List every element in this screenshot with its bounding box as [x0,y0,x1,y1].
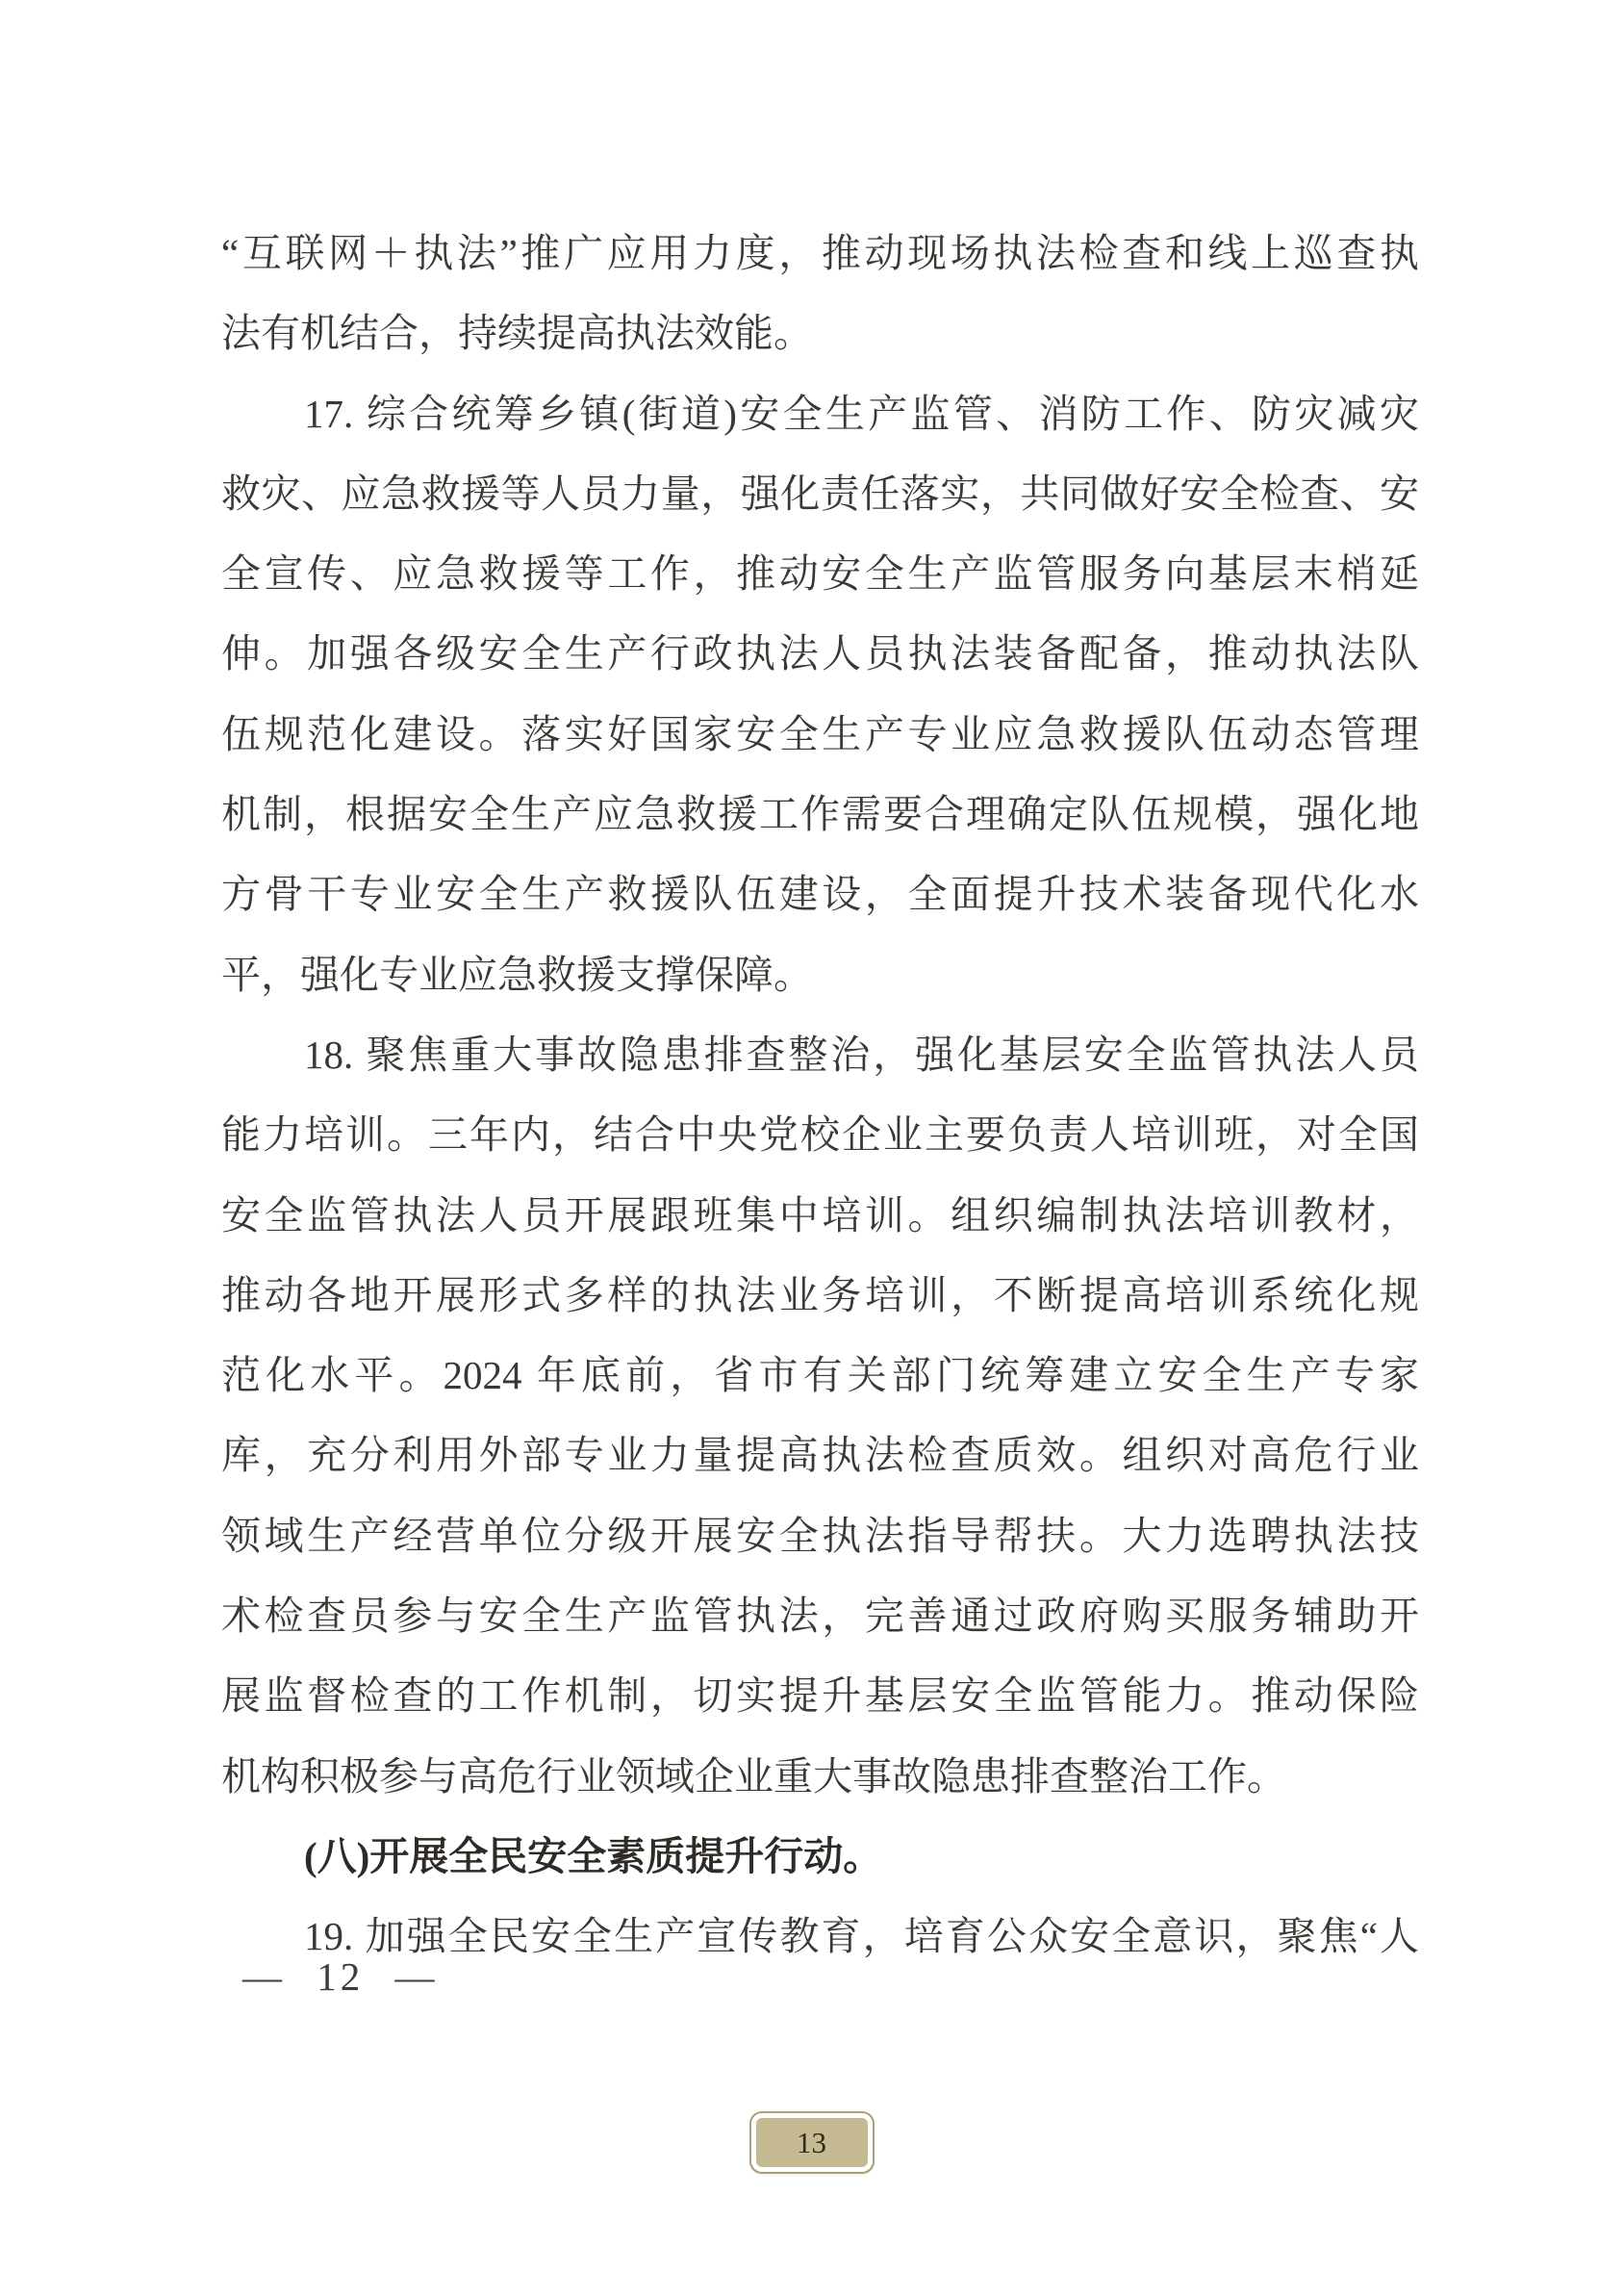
document-line: 展监督检查的工作机制，切实提升基层安全监管能力。推动保险 [221,1673,1419,1719]
document-line: 伸。加强各级安全生产行政执法人员执法装备配备，推动执法队 [221,631,1419,676]
document-line: 法有机结合，持续提高执法效能。 [221,311,813,356]
page-number-footer: — 12 — [242,1954,439,1999]
document-line: 推动各地开展形式多样的执法业务培训，不断提高培训系统化规 [221,1272,1419,1317]
page-badge [751,2113,873,2172]
document-line: 领域生产经营单位分级开展安全执法指导帮扶。大力选聘执法技 [221,1513,1419,1558]
document-line: 能力培训。三年内，结合中央党校企业主要负责人培训班，对全国 [221,1112,1419,1158]
document-line: 范化水平。2024 年底前，省市有关部门统筹建立安全生产专家 [221,1353,1419,1398]
document-line: 机制，根据安全生产应急救援工作需要合理确定队伍规模，强化地 [221,792,1419,837]
document-line: (八)开展全民安全素质提升行动。 [304,1833,883,1878]
document-line: 17. 综合统筹乡镇(街道)安全生产监管、消防工作、防灾减灾 [304,391,1419,436]
document-line: 库，充分利用外部专业力量提高执法检查质效。组织对高危行业 [221,1433,1419,1478]
document-line: 平，强化专业应急救援支撑保障。 [221,952,813,997]
document-line: 全宣传、应急救援等工作，推动安全生产监管服务向基层末梢延 [221,551,1419,597]
document-line: 术检查员参与安全生产监管执法，完善通过政府购买服务辅助开 [221,1594,1419,1639]
document-line: 18. 聚焦重大事故隐患排查整治，强化基层安全监管执法人员 [304,1032,1419,1077]
document-line: 机构积极参与高危行业领域企业重大事故隐患排查整治工作。 [221,1753,1286,1799]
page-badge-label: 13 [797,2125,826,2159]
document-line: 方骨干专业安全生产救援队伍建设，全面提升技术装备现代化水 [221,872,1419,917]
text-block [221,214,1419,1977]
document-line: 19. 加强全民安全生产宣传教育，培育公众安全意识，聚焦“人 [304,1914,1419,1959]
document-line: 安全监管执法人员开展跟班集中培训。组织编制执法培训教材， [221,1192,1419,1237]
document-line: 救灾、应急救援等人员力量，强化责任落实，共同做好安全检查、安 [221,471,1419,516]
document-line: 伍规范化建设。落实好国家安全生产专业应急救援队伍动态管理 [221,711,1419,756]
document-line: “互联网＋执法”推广应用力度，推动现场执法检查和线上巡查执 [221,231,1419,275]
